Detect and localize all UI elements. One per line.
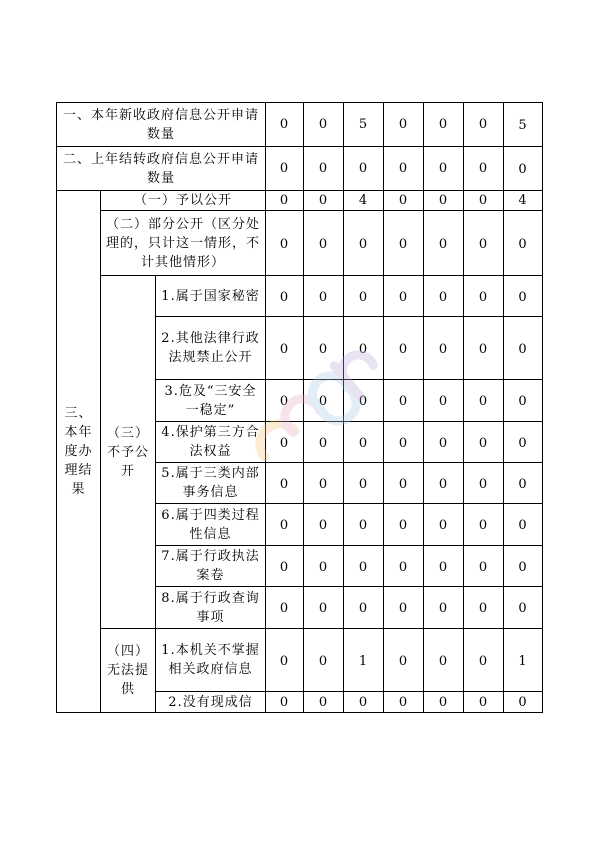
cell-value: 0 <box>266 380 304 422</box>
cell-value: 0 <box>304 317 344 380</box>
item-label: 1.本机关不掌握相关政府信息 <box>156 629 266 692</box>
table-row <box>57 276 543 317</box>
cell-value: 0 <box>464 504 504 546</box>
cell-value: 0 <box>344 211 384 276</box>
section-label-results: 三、本年度办理结果 <box>57 191 101 713</box>
cell-value-total: 0 <box>504 276 543 317</box>
row-label-partial: （二）部分公开（区分处理的，只计这一情形，不计其他情形） <box>101 211 266 276</box>
cell-value: 0 <box>266 587 304 629</box>
cell-value: 0 <box>266 103 304 147</box>
disclosure-table <box>56 102 543 713</box>
item-label: 3.危及“三安全一稳定” <box>156 380 266 422</box>
cell-value: 0 <box>464 191 504 211</box>
cell-value: 0 <box>344 587 384 629</box>
cell-value: 0 <box>384 692 424 713</box>
cell-value-total: 0 <box>504 380 543 422</box>
cell-value-total: 1 <box>504 629 543 692</box>
cell-value: 0 <box>344 422 384 463</box>
cell-value: 0 <box>344 504 384 546</box>
cell-value: 0 <box>424 317 464 380</box>
cell-value-total: 0 <box>504 504 543 546</box>
cell-value: 0 <box>424 380 464 422</box>
cell-value-total: 0 <box>504 147 543 191</box>
item-label: 1.属于国家秘密 <box>156 276 266 317</box>
cell-value: 0 <box>304 504 344 546</box>
cell-value: 0 <box>464 587 504 629</box>
cell-value: 0 <box>344 147 384 191</box>
cell-value-total: 0 <box>504 211 543 276</box>
cell-value: 0 <box>464 276 504 317</box>
row-label-new-requests: 一、本年新收政府信息公开申请数量 <box>57 103 266 147</box>
cell-value: 0 <box>304 191 344 211</box>
cell-value: 0 <box>384 103 424 147</box>
cell-value: 0 <box>384 546 424 587</box>
cell-value: 0 <box>424 147 464 191</box>
cell-value: 0 <box>464 629 504 692</box>
cell-value: 0 <box>384 276 424 317</box>
cell-value: 0 <box>384 317 424 380</box>
table-row <box>57 629 543 692</box>
table-row <box>57 191 543 211</box>
cell-value: 0 <box>266 504 304 546</box>
cell-value: 0 <box>266 147 304 191</box>
cell-value: 0 <box>304 276 344 317</box>
cell-value-total: 0 <box>504 422 543 463</box>
item-label: 4.保护第三方合法权益 <box>156 422 266 463</box>
cell-value: 0 <box>344 546 384 587</box>
cell-value: 0 <box>304 546 344 587</box>
table-row <box>57 147 543 191</box>
item-label: 6.属于四类过程性信息 <box>156 504 266 546</box>
cell-value: 0 <box>424 191 464 211</box>
cell-value: 0 <box>464 211 504 276</box>
cell-value: 0 <box>304 422 344 463</box>
cell-value: 0 <box>384 587 424 629</box>
item-label: 7.属于行政执法案卷 <box>156 546 266 587</box>
cell-value: 0 <box>384 211 424 276</box>
cell-value: 0 <box>464 103 504 147</box>
cell-value: 0 <box>384 191 424 211</box>
cell-value: 0 <box>464 317 504 380</box>
cell-value-total: 5 <box>504 103 543 147</box>
cell-value: 0 <box>464 463 504 504</box>
cell-value: 0 <box>266 546 304 587</box>
cell-value: 0 <box>424 463 464 504</box>
table-row <box>57 211 543 276</box>
cell-value: 5 <box>344 103 384 147</box>
cell-value-total: 0 <box>504 692 543 713</box>
cell-value: 0 <box>304 211 344 276</box>
cell-value: 0 <box>266 463 304 504</box>
cell-value: 0 <box>344 276 384 317</box>
item-label: 2.其他法律行政法规禁止公开 <box>156 317 266 380</box>
cell-value: 0 <box>344 463 384 504</box>
cell-value: 4 <box>344 191 384 211</box>
cell-value: 0 <box>304 147 344 191</box>
cell-value: 0 <box>266 191 304 211</box>
cell-value: 0 <box>304 629 344 692</box>
cell-value: 0 <box>424 422 464 463</box>
cell-value: 0 <box>344 317 384 380</box>
cell-value: 0 <box>384 147 424 191</box>
cell-value: 0 <box>424 629 464 692</box>
cell-value: 0 <box>384 380 424 422</box>
cell-value-total: 0 <box>504 587 543 629</box>
item-label: 5.属于三类内部事务信息 <box>156 463 266 504</box>
cell-value: 0 <box>344 380 384 422</box>
row-label-public: （一）予以公开 <box>101 191 266 211</box>
cell-value: 0 <box>304 380 344 422</box>
item-label: 8.属于行政查询事项 <box>156 587 266 629</box>
table-row <box>57 103 543 147</box>
cell-value: 0 <box>384 629 424 692</box>
cell-value: 0 <box>384 504 424 546</box>
cell-value: 0 <box>384 422 424 463</box>
cell-value: 0 <box>266 422 304 463</box>
group-label-not-public: （三）不予公开 <box>101 276 156 629</box>
cell-value-total: 0 <box>504 546 543 587</box>
cell-value-total: 0 <box>504 317 543 380</box>
cell-value: 0 <box>424 587 464 629</box>
cell-value: 0 <box>424 211 464 276</box>
cell-value: 0 <box>266 211 304 276</box>
cell-value: 0 <box>304 463 344 504</box>
cell-value: 0 <box>266 317 304 380</box>
cell-value: 0 <box>464 147 504 191</box>
item-label: 2.没有现成信 <box>156 692 266 713</box>
cell-value: 0 <box>424 546 464 587</box>
cell-value: 0 <box>424 276 464 317</box>
cell-value: 0 <box>464 380 504 422</box>
cell-value: 0 <box>424 504 464 546</box>
cell-value: 0 <box>424 692 464 713</box>
cell-value: 0 <box>464 692 504 713</box>
cell-value: 0 <box>384 463 424 504</box>
cell-value: 0 <box>266 276 304 317</box>
cell-value: 1 <box>344 629 384 692</box>
cell-value: 0 <box>464 546 504 587</box>
group-label-unable-provide: （四）无法提供 <box>101 629 156 713</box>
cell-value: 0 <box>304 103 344 147</box>
cell-value: 0 <box>304 692 344 713</box>
row-label-carried-over: 二、上年结转政府信息公开申请数量 <box>57 147 266 191</box>
cell-value: 0 <box>304 587 344 629</box>
cell-value-total: 0 <box>504 463 543 504</box>
cell-value: 0 <box>266 629 304 692</box>
cell-value: 0 <box>344 692 384 713</box>
cell-value: 0 <box>266 692 304 713</box>
cell-value-total: 4 <box>504 191 543 211</box>
cell-value: 0 <box>464 422 504 463</box>
cell-value: 0 <box>424 103 464 147</box>
